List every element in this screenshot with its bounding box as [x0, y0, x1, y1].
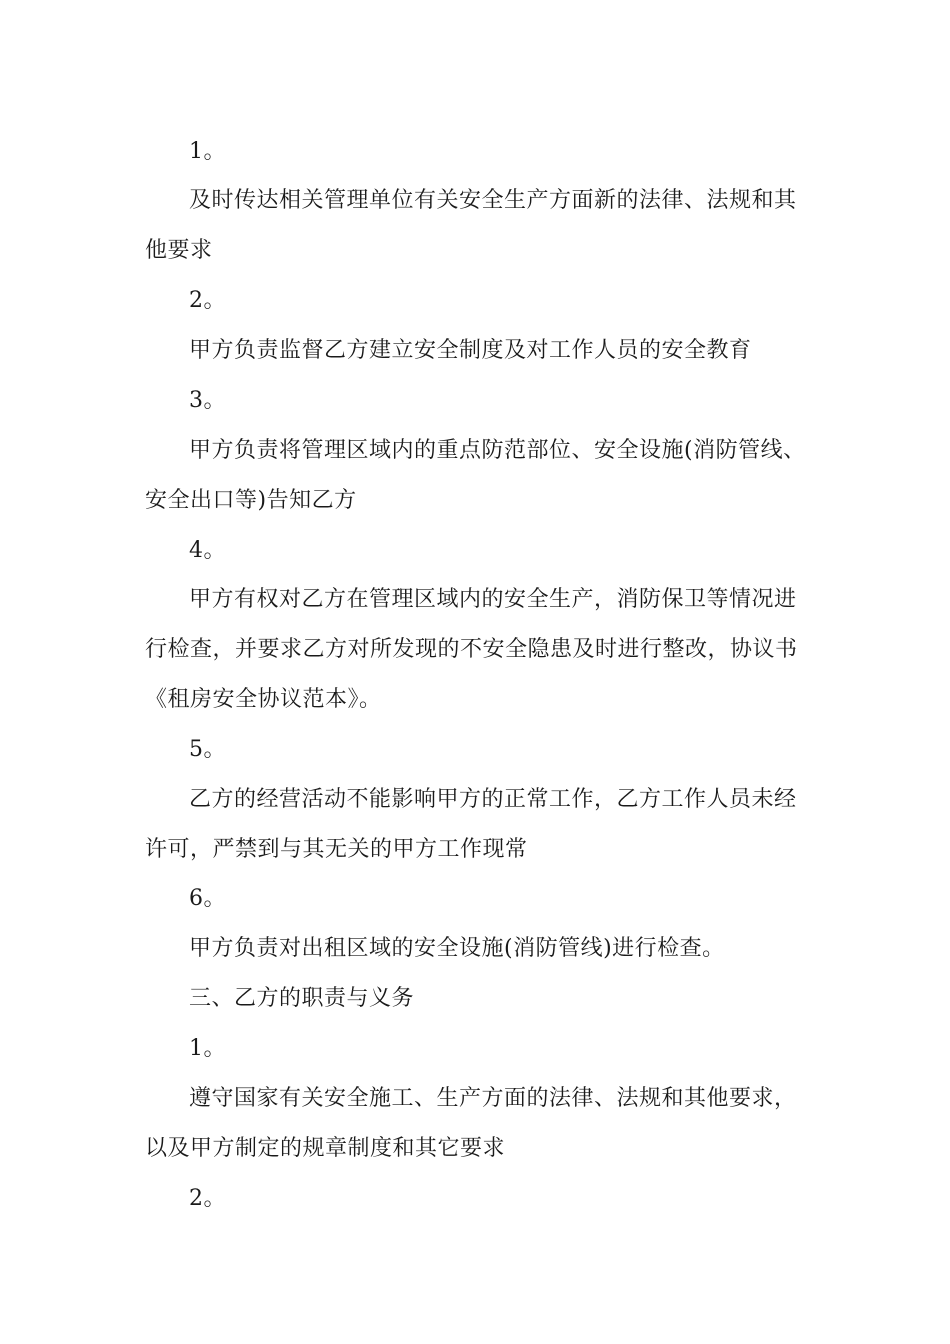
- paragraph-line: 许可，严禁到与其无关的甲方工作现常: [145, 837, 528, 862]
- paragraph-line: 遵守国家有关安全施工、生产方面的法律、法规和其他要求，: [189, 1086, 797, 1111]
- paragraph-line: 甲方负责监督乙方建立安全制度及对工作人员的安全教育: [189, 338, 752, 363]
- paragraph-line: 甲方负责对出租区域的安全设施(消防管线)进行检查。: [189, 936, 725, 961]
- paragraph-line: 行检查，并要求乙方对所发现的不安全隐患及时进行整改，协议书: [145, 637, 798, 662]
- paragraph-line: 他要求: [145, 238, 213, 263]
- section-heading: 三、乙方的职责与义务: [189, 986, 415, 1011]
- paragraph-line: 乙方的经营活动不能影响甲方的正常工作，乙方工作人员未经: [189, 787, 797, 812]
- paragraph-line: 甲方有权对乙方在管理区域内的安全生产，消防保卫等情况进: [189, 587, 797, 612]
- paragraph-line: 及时传达相关管理单位有关安全生产方面新的法律、法规和其: [189, 188, 797, 213]
- item-number: 4。: [189, 538, 226, 563]
- paragraph-line: 以及甲方制定的规章制度和其它要求: [145, 1136, 506, 1161]
- item-number: 2。: [189, 1186, 226, 1211]
- item-number: 5。: [189, 737, 226, 762]
- paragraph-line: 《租房安全协议范本》。: [145, 687, 382, 712]
- item-number: 1。: [189, 139, 226, 164]
- item-number: 6。: [189, 886, 226, 911]
- paragraph-line: 甲方负责将管理区域内的重点防范部位、安全设施(消防管线、: [189, 438, 806, 463]
- item-number: 1。: [189, 1036, 226, 1061]
- paragraph-line: 安全出口等)告知乙方: [145, 488, 357, 513]
- item-number: 3。: [189, 388, 226, 413]
- item-number: 2。: [189, 288, 226, 313]
